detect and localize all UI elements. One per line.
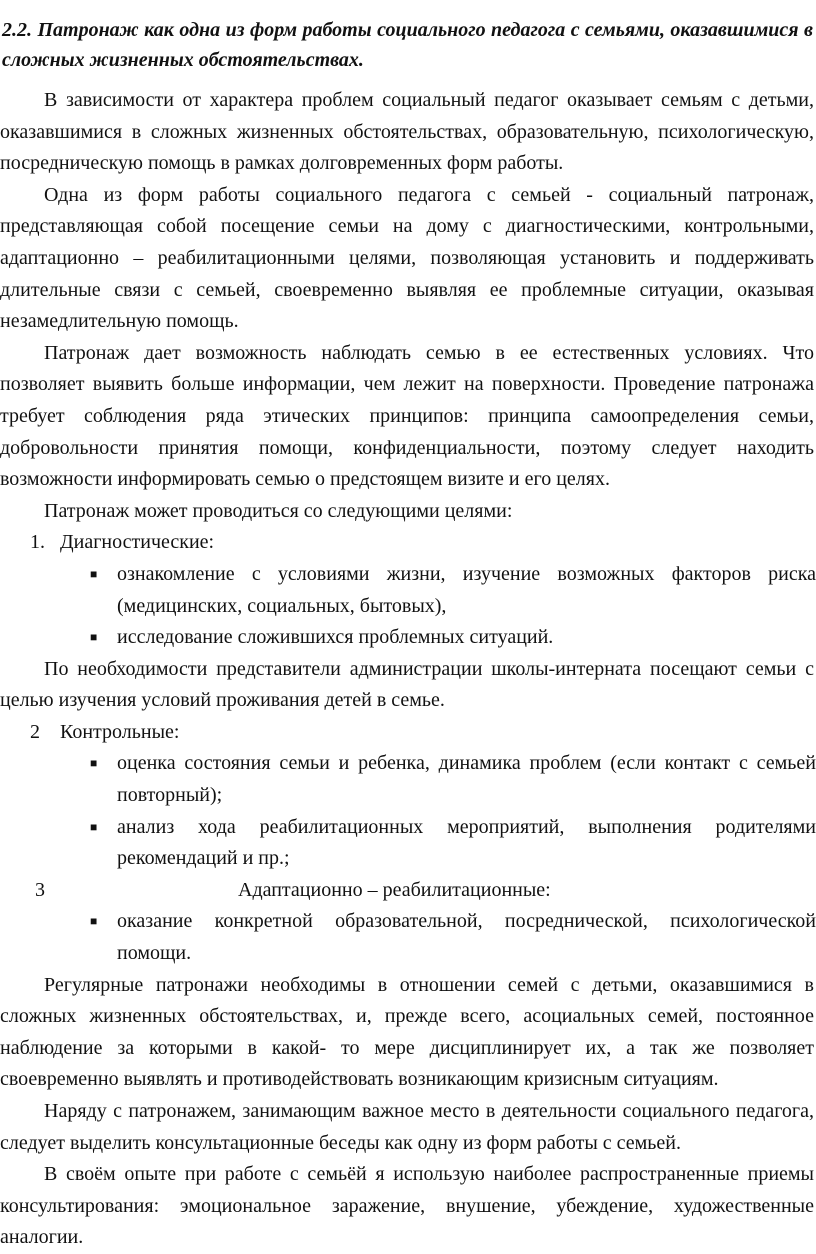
- paragraph-intro-3: Патронаж дает возможность наблюдать семью в ее естественных условиях. Что позволяет выявить больше информации, чем лежит на поверхности. Проведение патронажа требует соблюдения ряда этических принципов: принципа самоопределения семьи, добровольности принятия помощи, конфиденциальности, поэтому следует находить возможности информировать семью о предстоящем визите и его целях.: [0, 341, 814, 491]
- section-heading: 2.2. Патронаж как одна из форм работы социального педагога с семьями, оказавшимися в сложных жизненных обстоятельствах.: [2, 19, 813, 71]
- square-bullet-icon: ■: [90, 914, 98, 929]
- list-item: [0, 812, 816, 875]
- list-2-header: [0, 717, 816, 749]
- list-item-text: анализ хода реабилитационных мероприятий, выполнения родителями рекомендаций и пр.;: [117, 815, 816, 870]
- square-bullet-icon: ■: [90, 630, 98, 645]
- list-1-header: [0, 527, 816, 559]
- paragraph-end-1: Регулярные патронажи необходимы в отношении семей с детьми, оказавшимися в сложных жизненных обстоятельствах, и, прежде всего, асоциальных семей, постоянное наблюдение за которыми в какой- то мере дисциплинирует их, а так же позволяет своевременно выявлять и противодействовать возникающим кризисным ситуациям.: [0, 973, 814, 1091]
- paragraph-intro-4: Патронаж может проводиться со следующими целями:: [44, 499, 513, 522]
- list-1-title: Диагностические:: [60, 531, 215, 554]
- list-2-title: Контрольные:: [60, 720, 180, 743]
- list-item: [0, 906, 816, 969]
- list-item: [0, 622, 816, 654]
- list-item: [0, 559, 816, 622]
- list-item-text: ознакомление с условиями жизни, изучение возможных факторов риска (медицинских, социальных, бытовых),: [117, 562, 816, 617]
- paragraph-end-2: Наряду с патронажем, занимающим важное место в деятельности социального педагога, следует выделить консультационные беседы как одну из форм работы с семьей.: [0, 1100, 814, 1154]
- square-bullet-icon: ■: [90, 566, 98, 581]
- list-3-items: [0, 906, 816, 969]
- paragraph-end-3: В своём опыте при работе с семьёй я использую наиболее распространенные приемы консультирования: эмоциональное заражение, внушение, убеждение, художественные аналогии.: [0, 1163, 814, 1249]
- list-item-text: оказание конкретной образовательной, посреднической, психологической помощи.: [117, 910, 816, 965]
- list-item: [0, 748, 816, 811]
- list-2-items: [0, 748, 816, 874]
- square-bullet-icon: ■: [90, 819, 98, 834]
- list-2-number: 2: [30, 720, 40, 743]
- list-3-title: Адаптационно – реабилитационные:: [238, 878, 551, 901]
- list-3-number: 3: [35, 878, 45, 901]
- paragraph-intro-2: Одна из форм работы социального педагога с семьей - социальный патронаж, представляющая собой посещение семьи на дому с диагностическими, контрольными, адаптационно – реабилитационными целями, позволяющая установить и поддерживать длительные связи с семьей, своевременно выявляя ее проблемные ситуации, оказывая незамедлительную помощь.: [0, 183, 814, 333]
- list-item-text: исследование сложившихся проблемных ситуаций.: [117, 626, 554, 649]
- list-item-text: оценка состояния семьи и ребенка, динамика проблем (если контакт с семьей повторный);: [117, 752, 816, 807]
- list-1-items: [0, 559, 816, 654]
- list-3-header: [0, 875, 816, 907]
- square-bullet-icon: ■: [90, 756, 98, 771]
- list-1-number: 1.: [30, 531, 45, 554]
- paragraph-intro-1: В зависимости от характера проблем социальный педагог оказывает семьям с детьми, оказавшимися в сложных жизненных обстоятельствах, образовательную, психологическую, посредническую помощь в рамках долговременных форм работы.: [0, 89, 814, 175]
- paragraph-mid: По необходимости представители администрации школы-интерната посещают семьи с целью изучения условий проживания детей в семье.: [0, 657, 814, 712]
